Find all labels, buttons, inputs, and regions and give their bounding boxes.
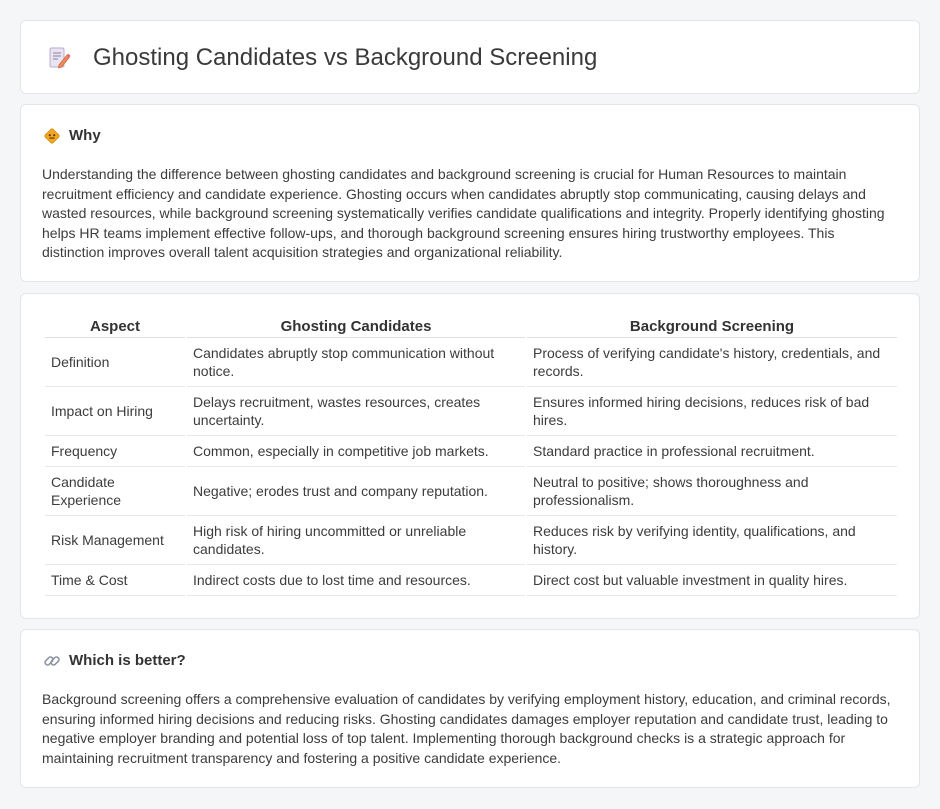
table-row xyxy=(45,338,897,387)
row-screening: Standard practice in professional recruitment. xyxy=(527,436,897,467)
row-screening: Neutral to positive; shows thoroughness and professionalism. xyxy=(527,467,897,516)
row-ghosting: Negative; erodes trust and company reputation. xyxy=(187,467,525,516)
row-screening: Process of verifying candidate's history, credentials, and records. xyxy=(527,338,897,387)
row-aspect: Definition xyxy=(45,338,185,387)
row-ghosting: Candidates abruptly stop communication without notice. xyxy=(187,338,525,387)
better-text: Background screening offers a comprehensive evaluation of candidates by verifying employment history, education, and criminal records, ensuring informed hiring decisions and reducing risks. Ghosting candidates damages employer reputation and candidate trust, leading to negative employer branding and potential loss of top talent. Implementing thorough background checks is a strategic approach for maintaining recruitment transparency and fostering a positive candidate experience. xyxy=(42,691,891,766)
link-icon xyxy=(43,652,61,670)
row-aspect: Frequency xyxy=(45,436,185,467)
why-title: Why xyxy=(69,127,101,144)
header-card xyxy=(20,20,920,94)
table-row xyxy=(45,516,897,565)
table-row xyxy=(45,565,897,596)
row-ghosting: Indirect costs due to lost time and resources. xyxy=(187,565,525,596)
comparison-section xyxy=(20,293,920,619)
diamond-warning-icon xyxy=(43,127,61,145)
better-title: Which is better? xyxy=(69,652,186,669)
document-pencil-icon xyxy=(47,46,71,70)
header-screening: Background Screening xyxy=(527,316,897,338)
row-screening: Ensures informed hiring decisions, reduces risk of bad hires. xyxy=(527,387,897,436)
which-is-better-section xyxy=(20,629,920,788)
row-aspect: Impact on Hiring xyxy=(45,387,185,436)
better-heading xyxy=(43,650,186,672)
table-row xyxy=(45,467,897,516)
table-row xyxy=(45,387,897,436)
table-row xyxy=(45,436,897,467)
header-ghosting: Ghosting Candidates xyxy=(187,316,525,338)
row-aspect: Time & Cost xyxy=(45,565,185,596)
header-aspect: Aspect xyxy=(45,316,185,338)
row-ghosting: Common, especially in competitive job markets. xyxy=(187,436,525,467)
row-screening: Direct cost but valuable investment in quality hires. xyxy=(527,565,897,596)
why-heading xyxy=(43,125,101,147)
row-aspect: Candidate Experience xyxy=(45,467,185,516)
table-header-row xyxy=(45,316,897,338)
row-ghosting: Delays recruitment, wastes resources, creates uncertainty. xyxy=(187,387,525,436)
row-aspect: Risk Management xyxy=(45,516,185,565)
page-title: Ghosting Candidates vs Background Screening xyxy=(93,44,598,71)
row-screening: Reduces risk by verifying identity, qualifications, and history. xyxy=(527,516,897,565)
row-ghosting: High risk of hiring uncommitted or unreliable candidates. xyxy=(187,516,525,565)
why-section xyxy=(20,104,920,282)
why-text: Understanding the difference between ghosting candidates and background screening is crucial for Human Resources to maintain recruitment efficiency and candidate experience. Ghosting occurs when candidates abruptly stop communicating, causing delays and wasted resources, while background screening systematically verifies candidate qualifications and integrity. Properly identifying ghosting helps HR teams implement effective follow-ups, and thorough background screening ensures hiring trustworthy employees. This distinction improves overall talent acquisition strategies and organizational reliability. xyxy=(42,166,885,260)
comparison-table xyxy=(43,316,899,596)
